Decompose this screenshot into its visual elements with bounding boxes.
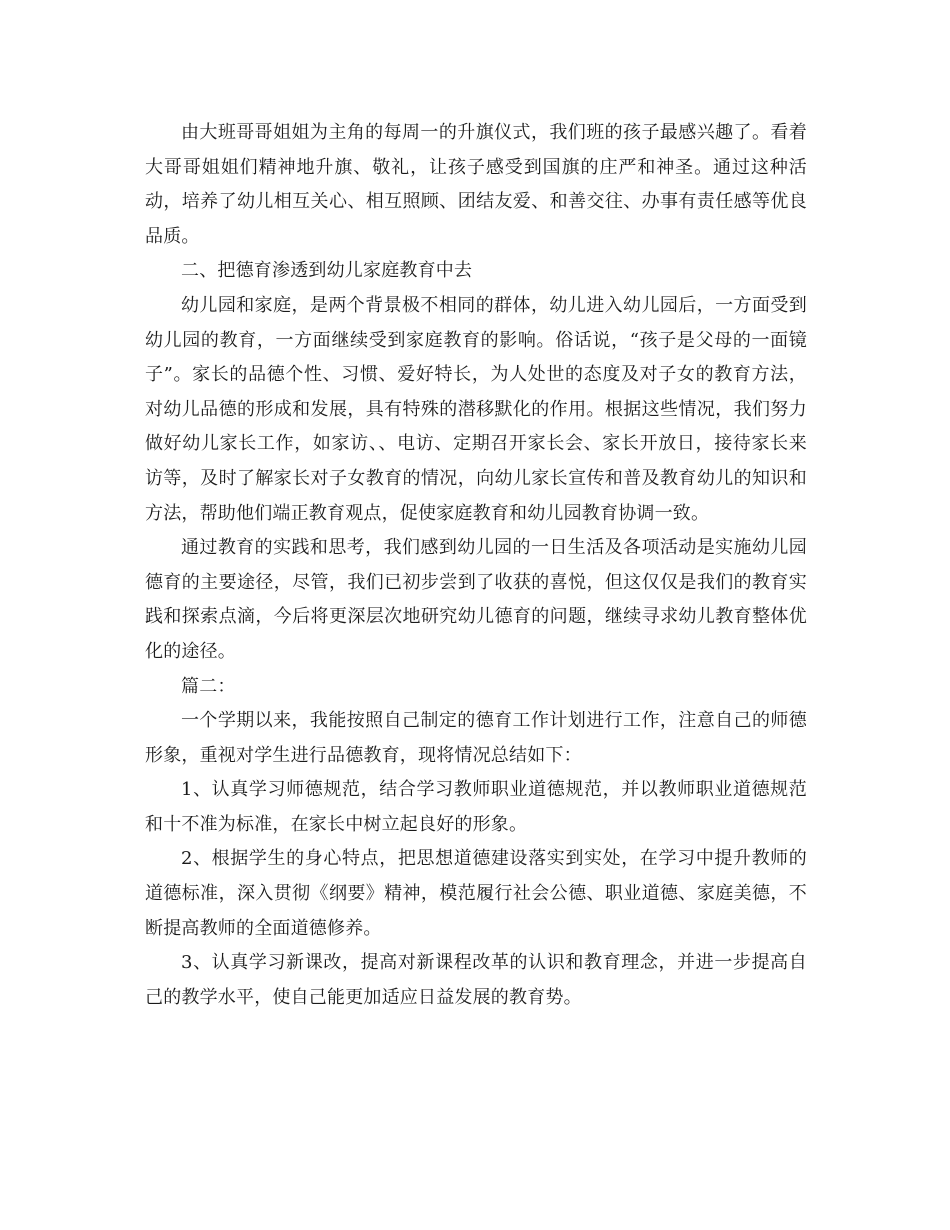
paragraph-semester-intro: 一个学期以来，我能按照自己制定的德育工作计划进行工作，注意自己的师德形象，重视对学生进行品德教育，现将情况总结如下： [145,710,807,766]
document-page [145,116,807,1015]
paragraph-flag-ceremony: 由大班哥哥姐姐为主角的每周一的升旗仪式，我们班的孩子最感兴趣了。看着大哥哥姐姐们精神地升旗、敬礼，让孩子感受到国旗的庄严和神圣。通过这种活动，培养了幼儿相互关心、相互照顾、团结友爱、和善交往、办事有责任感等优良品质。 [145,122,807,247]
list-item-3: 3、认真学习新课改，提高对新课程改革的认识和教育理念，并进一步提高自己的教学水平，使自己能更加适应日益发展的教育势。 [145,952,807,1008]
paragraph-conclusion: 通过教育的实践和思考，我们感到幼儿园的一日生活及各项活动是实施幼儿园德育的主要途径，尽管，我们已初步尝到了收获的喜悦，但这仅仅是我们的教育实践和探索点滴，今后将更深层次地研究幼儿德育的问题，继续寻求幼儿教育整体优化的途径。 [145,537,807,662]
paragraph-family-education: 幼儿园和家庭，是两个背景极不相同的群体，幼儿进入幼儿园后，一方面受到幼儿园的教育，一方面继续受到家庭教育的影响。俗话说，“孩子是父母的一面镜子”。家长的品德个性、习惯、爱好特长，为人处世的态度及对子女的教育方法，对幼儿品德的形成和发展，具有特殊的潜移默化的作用。根据这些情况，我们努力做好幼儿家长工作，如家访、、电访、定期召开家长会、家长开放日，接待家长来访等，及时了解家长对子女教育的情况，向幼儿家长宣传和普及教育幼儿的知识和方法，帮助他们端正教育观点，促使家庭教育和幼儿园教育协调一致。 [145,294,807,524]
section-heading-family-education: 二、把德育渗透到幼儿家庭教育中去 [181,260,473,282]
list-item-1: 1、认真学习师德规范，结合学习教师职业道德规范，并以教师职业道德规范和十不准为标准，在家长中树立起良好的形象。 [145,779,807,835]
section-heading-part-two: 篇二： [181,675,236,697]
list-item-2: 2、根据学生的身心特点，把思想道德建设落实到实处，在学习中提升教师的道德标准，深入贯彻《纲要》精神，模范履行社会公德、职业道德、家庭美德，不断提高教师的全面道德修养。 [145,848,807,939]
